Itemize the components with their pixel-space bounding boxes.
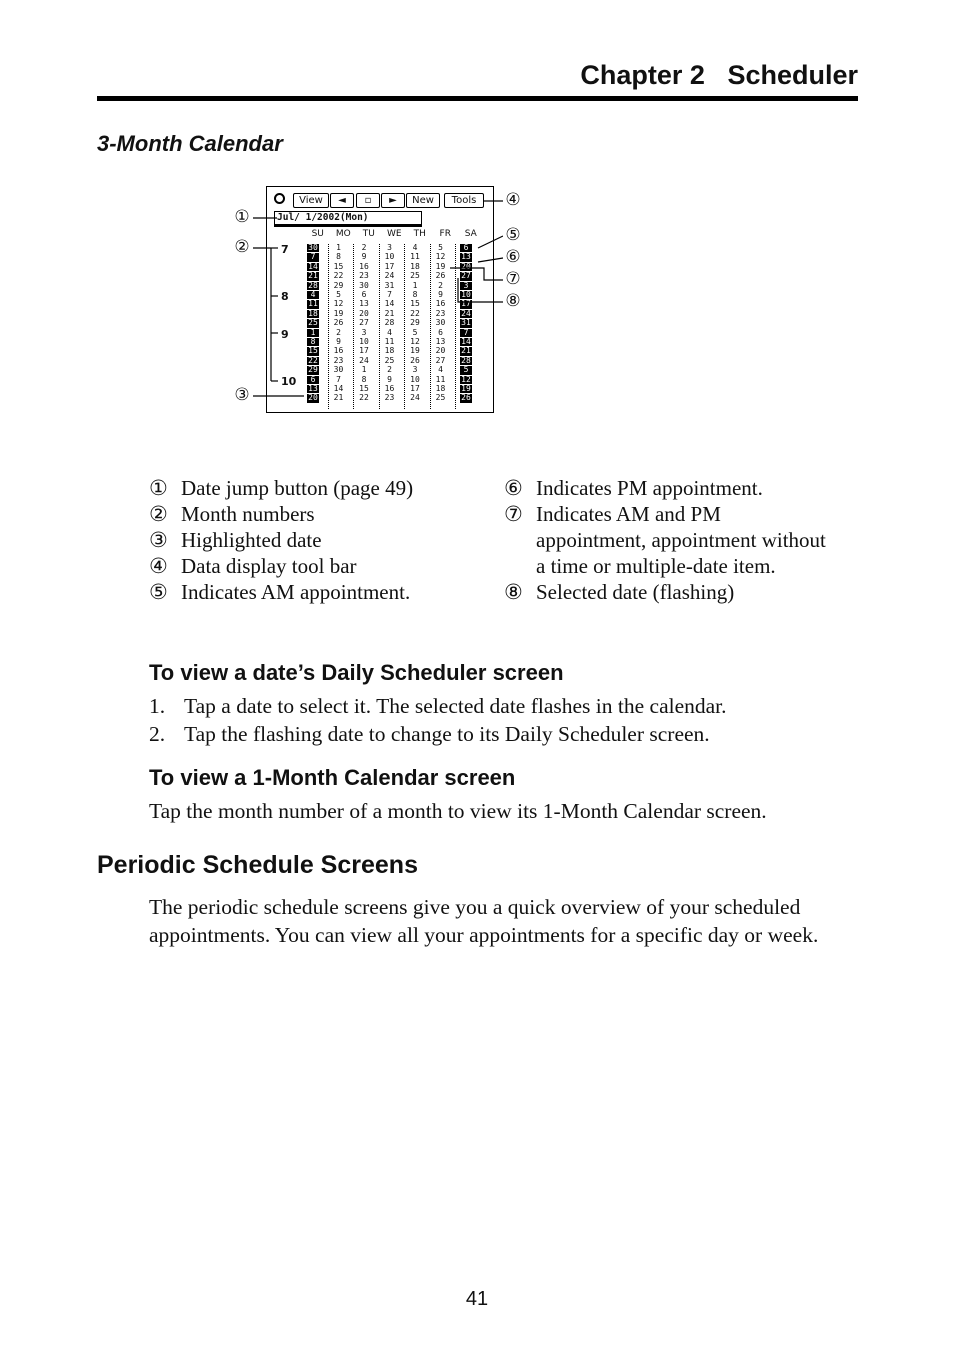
new-button[interactable]: New [406, 193, 440, 208]
calendar-day[interactable]: 22 [410, 308, 420, 318]
calendar-day[interactable]: 23 [384, 393, 395, 403]
calendar-day[interactable]: 23 [333, 355, 344, 365]
calendar-day[interactable]: 28 [308, 280, 318, 290]
calendar-day[interactable]: 30 [435, 318, 446, 328]
calendar-day[interactable]: 9 [387, 374, 392, 384]
calendar-day[interactable]: 14 [384, 299, 395, 309]
weekday-label: SU [311, 229, 324, 239]
periodic-line-2: appointments. You can view all your appointments for a specific day or week. [149, 923, 819, 947]
legend-number: ⑧ [504, 580, 523, 604]
calendar-day[interactable]: 14 [333, 384, 344, 393]
section-title: 3-Month Calendar [97, 131, 283, 156]
calendar-day[interactable]: 25 [435, 393, 446, 403]
calendar-day[interactable]: 1 [361, 365, 367, 375]
calendar-day[interactable]: 15 [359, 384, 369, 393]
calendar-day[interactable]: 11 [308, 299, 318, 309]
calendar-day[interactable]: 26 [333, 318, 344, 328]
calendar-day[interactable]: 12 [461, 374, 471, 384]
calendar-day[interactable]: 14 [461, 337, 471, 346]
calendar-day[interactable]: 17 [461, 299, 471, 309]
calendar-day[interactable]: 11 [384, 337, 395, 346]
step-item [149, 720, 869, 748]
calendar-day[interactable]: 11 [435, 374, 446, 384]
calendar-day[interactable]: 8 [307, 338, 319, 346]
legend-text: Date jump button (page 49) [181, 476, 414, 500]
calendar-day[interactable]: 12 [435, 252, 446, 262]
calendar-day[interactable]: 26 [461, 393, 471, 403]
calendar-day[interactable]: 22 [333, 271, 344, 281]
calendar-day[interactable]: 18 [308, 308, 318, 318]
legend-item [504, 579, 864, 605]
legend-right [504, 475, 864, 605]
calendar-day[interactable]: 27 [435, 355, 446, 365]
calendar-day[interactable]: 4 [412, 243, 418, 252]
weekday-label: FR [439, 229, 451, 239]
callout-8: ⑧ [503, 291, 523, 311]
view-button[interactable]: View [293, 193, 329, 208]
legend-number [504, 553, 536, 579]
legend-item [149, 501, 489, 527]
calendar-day[interactable]: 7 [387, 290, 392, 299]
prev-button[interactable]: ◄ [330, 193, 354, 208]
calendar-day[interactable]: 26 [435, 271, 446, 281]
calendar-day[interactable]: 27 [461, 271, 471, 281]
calendar-day[interactable]: 6 [361, 290, 367, 299]
calendar-day[interactable]: 9 [361, 252, 367, 262]
calendar-day[interactable]: 4 [438, 365, 443, 375]
next-button[interactable]: ► [381, 193, 405, 208]
calendar-day[interactable]: 7 [460, 329, 472, 337]
calendar-day[interactable]: 25 [308, 318, 318, 328]
calendar-day[interactable]: 15 [333, 261, 344, 271]
calendar-day[interactable]: 13 [461, 252, 471, 262]
calendar-day[interactable]: 19 [410, 346, 420, 356]
calendar-day[interactable]: 27 [359, 318, 369, 328]
calendar-day[interactable]: 22 [359, 393, 369, 403]
legend-number: ③ [149, 528, 168, 552]
step-number: 2. [149, 722, 166, 746]
calendar-day[interactable]: 7 [307, 253, 319, 261]
weekday-label: TU [362, 229, 375, 239]
month-number[interactable]: 10 [281, 374, 297, 388]
legend-item [149, 527, 489, 553]
calendar-day[interactable]: 3 [361, 327, 367, 337]
calendar-day[interactable]: 3 [387, 243, 392, 252]
callout-5: ⑤ [503, 225, 523, 245]
calendar-day[interactable]: 29 [308, 365, 318, 375]
calendar-day[interactable]: 18 [384, 346, 395, 356]
legend-item [504, 553, 864, 579]
periodic-heading: Periodic Schedule Screens [97, 851, 418, 879]
calendar-day[interactable]: 2 [438, 280, 443, 290]
calendar-day[interactable]: 24 [359, 355, 369, 365]
legend-item [149, 553, 489, 579]
calendar-day[interactable]: 31 [461, 318, 471, 328]
calendar-day[interactable]: 18 [435, 384, 446, 393]
calendar-day[interactable]: 5 [460, 366, 472, 374]
calendar-day[interactable]: 5 [438, 243, 443, 252]
legend-text: Data display tool bar [181, 554, 357, 578]
legend-item [149, 475, 489, 501]
weekday-label: SA [464, 229, 477, 239]
legend-text: Indicates AM appointment. [181, 580, 411, 604]
weekday-label: WE [386, 229, 402, 239]
weekday-label: MO [335, 229, 351, 239]
legend-number: ⑤ [149, 580, 168, 604]
calendar-day[interactable]: 23 [435, 308, 446, 318]
calendar-day[interactable]: 8 [412, 290, 418, 299]
tools-button[interactable]: Tools [444, 193, 484, 208]
calendar-day[interactable]: 23 [359, 271, 369, 281]
calendar-day[interactable]: 13 [435, 337, 446, 346]
calendar-day[interactable]: 3 [460, 282, 472, 290]
page-number: 41 [465, 1288, 489, 1310]
callout-lines [0, 0, 954, 420]
calendar-day[interactable]: 21 [384, 308, 395, 318]
calendar-day[interactable]: 3 [412, 365, 418, 375]
calendar-day[interactable]: 30 [308, 243, 318, 252]
legend-text: Indicates AM and PM [536, 502, 721, 526]
legend-item [504, 527, 864, 553]
date-jump-button[interactable]: Jul/ 1/2002(Mon) [274, 211, 422, 227]
calendar-day[interactable]: 21 [333, 393, 344, 403]
calendar-day[interactable]: 10 [359, 337, 369, 346]
calendar-day[interactable]: 10 [384, 252, 395, 262]
calendar-day[interactable]: 2 [361, 243, 367, 252]
calendar-day[interactable]: 12 [333, 299, 344, 309]
calendar-day[interactable]: 16 [333, 346, 344, 356]
today-button[interactable]: ▫ [356, 193, 380, 208]
calendar-day[interactable]: 13 [359, 299, 369, 309]
step-text: Tap a date to select it. The selected date flashes in the calendar. [184, 694, 727, 718]
calendar-day[interactable]: 4 [387, 327, 392, 337]
calendar-day[interactable]: 7 [336, 374, 341, 384]
callout-4: ④ [503, 190, 523, 210]
legend-text: Indicates PM appointment. [536, 476, 763, 500]
calendar-day[interactable]: 29 [410, 318, 420, 328]
calendar-day[interactable]: 19 [435, 261, 446, 271]
calendar-day[interactable]: 10 [461, 290, 471, 299]
calendar-day[interactable]: 16 [384, 384, 395, 393]
monthly-heading: To view a 1-Month Calendar screen [149, 765, 516, 790]
legend-text: appointment, appointment without [536, 528, 826, 552]
daily-heading: To view a date’s Daily Scheduler screen [149, 660, 564, 685]
calendar-day[interactable]: 24 [384, 271, 395, 281]
calendar-day[interactable]: 29 [333, 280, 344, 290]
calendar-day[interactable]: 21 [461, 346, 471, 356]
legend-number: ⑥ [504, 476, 523, 500]
legend-number: ① [149, 476, 168, 500]
calendar-day[interactable]: 6 [460, 244, 472, 252]
periodic-line-1: The periodic schedule screens give you a quick overview of your scheduled [149, 895, 801, 919]
calendar-day[interactable]: 20 [359, 308, 369, 318]
callout-3: ③ [232, 385, 252, 405]
calendar-day[interactable]: 15 [308, 346, 318, 356]
step-number: 1. [149, 694, 166, 718]
calendar-day[interactable]: 1 [412, 280, 418, 290]
legend-number: ④ [149, 554, 168, 578]
calendar-day[interactable]: 8 [361, 374, 367, 384]
daily-steps [149, 692, 869, 748]
calendar-day[interactable]: 28 [461, 355, 471, 365]
chapter-number: Chapter 2 [580, 60, 705, 90]
calendar-day[interactable]: 8 [336, 252, 341, 262]
calendar-day[interactable]: 20 [308, 393, 318, 403]
month-number[interactable]: 7 [281, 243, 289, 256]
calendar-day[interactable]: 15 [410, 299, 420, 309]
calendar-day[interactable]: 24 [461, 308, 471, 318]
legend-text: Highlighted date [181, 528, 322, 552]
callout-1: ① [232, 207, 252, 227]
calendar-day[interactable]: 28 [384, 318, 395, 328]
calendar-day[interactable]: 30 [333, 365, 344, 375]
legend-item [149, 579, 489, 605]
month-number[interactable]: 9 [281, 327, 289, 341]
calendar-day[interactable]: 13 [308, 384, 318, 393]
step-item [149, 692, 869, 720]
month-number[interactable]: 8 [281, 290, 289, 303]
calendar-day[interactable]: 4 [307, 291, 319, 299]
calendar-day[interactable]: 20 [435, 346, 446, 356]
calendar-day[interactable]: 17 [359, 346, 369, 356]
chapter-title: Scheduler [727, 60, 858, 90]
calendar-day[interactable]: 9 [438, 290, 443, 299]
calendar-day[interactable]: 1 [307, 329, 319, 337]
callout-2: ② [232, 237, 252, 257]
calendar-day[interactable]: 26 [410, 355, 420, 365]
periodic-text [149, 893, 869, 949]
calendar-day[interactable]: 22 [308, 355, 318, 365]
calendar-day[interactable]: 19 [333, 308, 344, 318]
calendar-day[interactable]: 6 [438, 327, 443, 337]
legend-item [504, 475, 864, 501]
calendar-day[interactable]: 9 [336, 337, 341, 346]
calendar-day[interactable]: 5 [412, 327, 418, 337]
calendar-day[interactable]: 30 [359, 280, 369, 290]
calendar-day[interactable]: 17 [410, 384, 420, 393]
weekday-label: TH [413, 229, 426, 239]
calendar-day[interactable]: 5 [336, 290, 341, 299]
legend-number [504, 527, 536, 553]
calendar-day[interactable]: 11 [410, 252, 420, 262]
calendar-day[interactable]: 2 [336, 327, 341, 337]
calendar-day[interactable]: 31 [384, 280, 395, 290]
calendar-day[interactable]: 25 [410, 271, 420, 281]
monthly-text: Tap the month number of a month to view its 1-Month Calendar screen. [149, 799, 767, 823]
calendar-day[interactable]: 19 [461, 384, 471, 393]
legend-item [504, 501, 864, 527]
callout-6: ⑥ [503, 247, 523, 267]
calendar-day[interactable]: 16 [359, 261, 369, 271]
calendar-day[interactable]: 16 [435, 299, 446, 309]
calendar-day[interactable]: 21 [308, 271, 318, 281]
calendar-day[interactable]: 10 [410, 374, 420, 384]
legend-number: ⑦ [504, 502, 523, 526]
calendar-day[interactable]: 17 [384, 261, 395, 271]
callout-7: ⑦ [503, 269, 523, 289]
calendar-day[interactable]: 24 [410, 393, 420, 403]
calendar-day[interactable]: 14 [308, 261, 318, 271]
calendar-day[interactable]: 20 [461, 261, 471, 271]
calendar-day[interactable]: 18 [410, 261, 420, 271]
calendar-day[interactable]: 1 [336, 243, 341, 252]
legend-text: a time or multiple-date item. [536, 554, 776, 578]
calendar-day[interactable]: 25 [384, 355, 395, 365]
calendar-day[interactable]: 2 [387, 365, 392, 375]
calendar-day[interactable]: 6 [307, 376, 319, 384]
legend-number: ② [149, 502, 168, 526]
calendar-day[interactable]: 12 [410, 337, 420, 346]
legend-left [149, 475, 489, 605]
legend-text: Month numbers [181, 502, 315, 526]
legend-text: Selected date (flashing) [536, 580, 735, 604]
step-text: Tap the flashing date to change to its Daily Scheduler screen. [184, 722, 710, 746]
